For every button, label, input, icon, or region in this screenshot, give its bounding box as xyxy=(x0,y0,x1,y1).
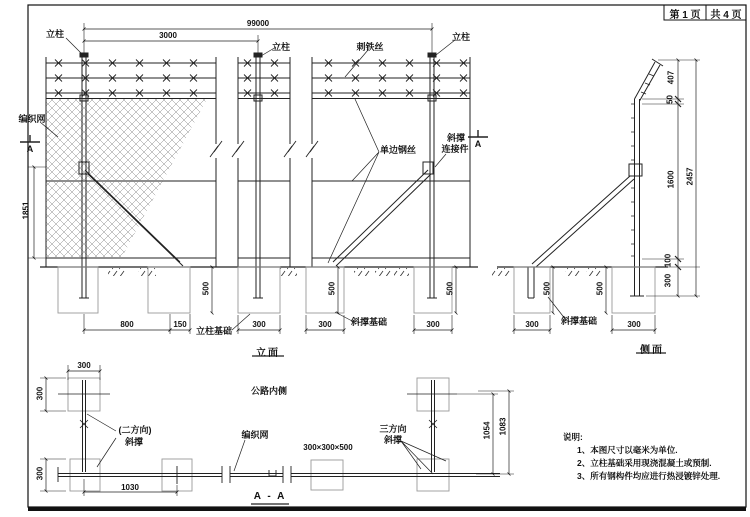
plan-three-direction-label-2: 斜撑 xyxy=(383,435,402,445)
front-post1-label: 立柱 xyxy=(45,29,64,39)
note-item-3: 3、所有钢构件均应进行热浸镀锌处理. xyxy=(577,471,721,481)
front-dim-w3: 300 xyxy=(426,320,440,329)
side-dim-300-embed: 300 xyxy=(663,273,673,288)
side-dim-100: 100 xyxy=(663,253,673,268)
front-dim-150: 150 xyxy=(173,320,187,329)
plan-block-size-label: 300×300×500 xyxy=(303,443,353,452)
front-post3-label: 立柱 xyxy=(451,32,470,42)
plan-dim-1030: 1030 xyxy=(121,483,139,492)
plan-dim-w-top: 300 xyxy=(77,361,91,370)
section-marker-a-right: A xyxy=(474,139,482,149)
section-marker-a-left: A xyxy=(26,144,34,154)
notes-title: 说明: xyxy=(563,432,583,442)
plan-dim-h-bottom: 300 xyxy=(35,466,45,481)
front-post-foundation-label: 立柱基础 xyxy=(195,326,232,336)
side-dim-d1: 500 xyxy=(542,281,552,296)
plan-dim-h-top: 300 xyxy=(35,386,45,401)
front-dim-d2: 500 xyxy=(327,281,337,296)
plan-view-title: A - A xyxy=(253,491,287,502)
front-brace-connector-label-1: 斜撑 xyxy=(446,133,465,143)
side-dim-d2: 500 xyxy=(595,281,605,296)
side-dim-1600: 1600 xyxy=(666,170,676,189)
front-view-title: 立面 xyxy=(256,348,280,359)
front-post2-label: 立柱 xyxy=(271,42,290,52)
side-view-title: 侧面 xyxy=(640,345,664,356)
note-item-2: 2、立柱基础采用现浇混凝土或预制. xyxy=(577,458,712,468)
front-dim-height: 1851 xyxy=(21,201,31,220)
front-view-linework xyxy=(20,23,488,356)
side-brace-foundation-label: 斜撑基础 xyxy=(560,316,597,326)
front-single-wire-label: 单边钢丝 xyxy=(379,145,416,155)
plan-two-direction-label-2: 斜撑 xyxy=(124,437,143,447)
sheet-total: 共 4 页 xyxy=(710,10,742,21)
front-dim-w2: 300 xyxy=(318,320,332,329)
side-dim-w1: 300 xyxy=(525,320,539,329)
front-brace-connector-label-2: 连接件 xyxy=(441,144,469,154)
plan-road-side-label: 公路内侧 xyxy=(250,386,287,396)
side-dim-50: 50 xyxy=(665,95,675,104)
front-dim-d3: 500 xyxy=(445,281,455,296)
plan-mesh-label: 编织网 xyxy=(241,430,269,440)
front-brace-foundation-label: 斜撑基础 xyxy=(350,317,387,327)
front-dim-spacing: 3000 xyxy=(159,31,177,40)
front-barbed-wire-label: 刺铁丝 xyxy=(356,42,384,52)
front-dim-w1: 300 xyxy=(252,320,266,329)
front-dim-overall: 99000 xyxy=(246,19,270,28)
front-mesh-label: 编织网 xyxy=(18,114,46,124)
plan-two-direction-label-1: (二方向) xyxy=(118,425,152,435)
note-item-1: 1、本图尺寸以毫米为单位. xyxy=(577,445,678,455)
side-dim-total: 2457 xyxy=(685,167,695,186)
front-dim-d1: 500 xyxy=(201,281,211,296)
front-dim-800: 800 xyxy=(120,320,134,329)
side-dim-w2: 300 xyxy=(627,320,641,329)
plan-three-direction-label-1: 三方向 xyxy=(379,424,407,434)
side-dim-407: 407 xyxy=(666,70,676,85)
plan-dim-1083: 1083 xyxy=(498,417,508,436)
plan-dim-1054: 1054 xyxy=(482,421,492,440)
sheet-number: 第 1 页 xyxy=(669,10,701,21)
